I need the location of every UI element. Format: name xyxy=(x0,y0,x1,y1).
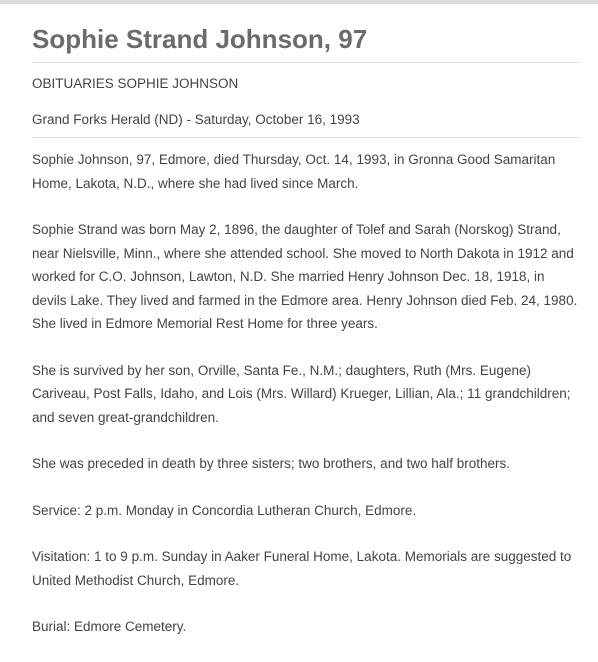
paragraph-service: Service: 2 p.m. Monday in Concordia Lutheran Church, Edmore. xyxy=(32,502,417,518)
paragraph-preceded: She was preceded in death by three sisters; two brothers, and two half brothers. xyxy=(32,456,511,471)
top-border xyxy=(0,0,598,4)
article-subhead: OBITUARIES SOPHIE JOHNSON xyxy=(32,76,239,91)
article-title: Sophie Strand Johnson, 97 xyxy=(32,24,368,54)
paragraph-visitation: Visitation: 1 to 9 p.m. Sunday in Aaker Funeral Home, Lakota. Memorials are suggested to United Methodist Church, Edmore. xyxy=(32,549,572,588)
article-source: Grand Forks Herald (ND) - Saturday, October 16, 1993 xyxy=(32,112,360,127)
title-divider xyxy=(32,62,580,63)
source-divider xyxy=(32,137,580,138)
paragraph-burial: Burial: Edmore Cemetery. xyxy=(32,619,187,634)
paragraph-survivors: She is survived by her son, Orville, Santa Fe., N.M.; daughters, Ruth (Mrs. Eugene) Cariveau, Post Falls, Idaho, and Lois (Mrs. Willard) Krueger, Lillian, Ala.; 11 grandchildren; and seven great-grandchildren. xyxy=(32,362,571,425)
paragraph-biography: Sophie Strand was born May 2, 1896, the daughter of Tolef and Sarah (Norskog) Strand, near Nielsville, Minn., where she attended school. She moved to North Dakota in 1912 and worked for C.O. Johnson, Lawton, N.D. She married Henry Johnson Dec. 18, 1918, in devils Lake. They lived and farmed in the Edmore area. Henry Johnson died Feb. 24, 1980. She lived in Edmore Memorial Rest Home for three years. xyxy=(32,222,578,331)
paragraph-death-notice: Sophie Johnson, 97, Edmore, died Thursday, Oct. 14, 1993, in Gronna Good Samaritan Home, Lakota, N.D., where she had lived since March. xyxy=(32,152,556,191)
article-body xyxy=(32,148,580,662)
